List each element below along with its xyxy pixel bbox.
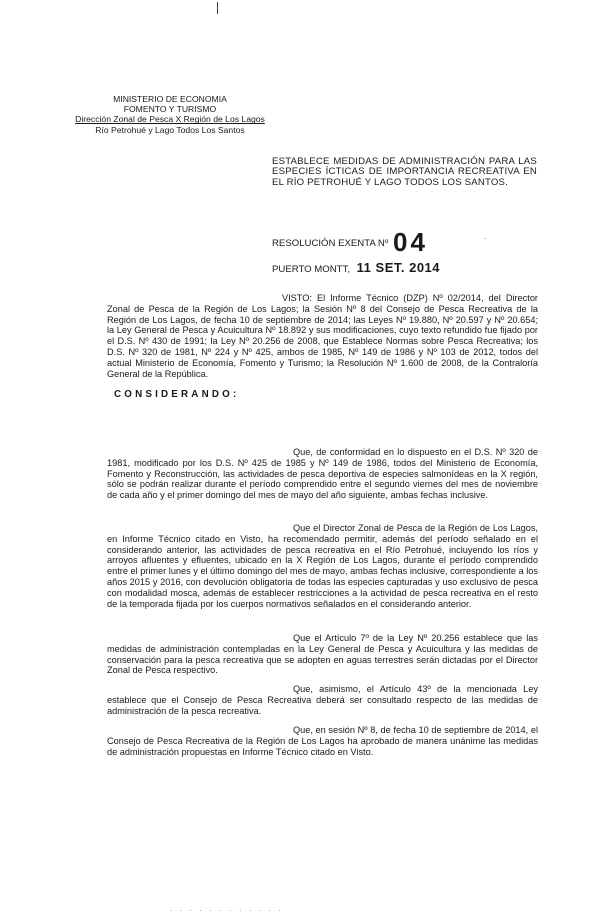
location-line: Río Petrohué y Lago Todos Los Santos xyxy=(95,124,245,135)
date-stamp: 11 SET. 2014 xyxy=(356,260,441,275)
paragraph: Que, en sesión Nº 8, de fecha 10 de septiembre de 2014, el Consejo de Pesca Recreativa de la Región de Los Lagos ha aprobado de manera unánime las medidas de administración propuestas en Informe Técnico citado en Visto. xyxy=(107,725,538,757)
resolution-number: 04 xyxy=(393,227,428,257)
resolution-label: RESOLUCIÓN EXENTA Nº xyxy=(272,238,389,249)
directorate-line: Dirección Zonal de Pesca X Región de Los Lagos xyxy=(75,114,265,125)
considerando-4 xyxy=(107,684,538,716)
letterhead xyxy=(60,94,280,135)
paragraph: Que el Director Zonal de Pesca de la Región de Los Lagos, en Informe Técnico citado en Visto, ha recomendado permitir, además del período señalado en el considerando anterior, las actividades de pesca recreativa en el Río Petrohué, incluyendo los ríos y arroyos afluentes y efluentes, ubicado en la X Región de Los Lagos, durante el período comprendido entre el primer lunes y el último domingo del mes de mayo, ambas fechas inclusive, correspondiente a los años 2015 y 2016, con devolución obligatoria de todas las especies capturadas y uso exclusivo de pesca con modalidad mosca, además de establecer restricciones a la actividad de pesca recreativa en el resto de la temporada fijada por los cuerpos normativos señalados en el considerando anterior. xyxy=(107,523,539,609)
resolution-subject: ESTABLECE MEDIDAS DE ADMINISTRACIÓN PARA LAS ESPECIES ÍCTICAS DE IMPORTANCIA RECREATIVA EN EL RÍO PETROHUÉ Y LAGO TODOS LOS SANTOS. xyxy=(272,156,537,188)
considerando-3 xyxy=(107,633,538,676)
resolution-number-line xyxy=(272,222,428,257)
scan-speck: . xyxy=(484,232,487,241)
ministry-subline: FOMENTO Y TURISMO xyxy=(123,104,217,115)
considerando-2 xyxy=(107,523,538,609)
considerando-1 xyxy=(107,447,538,501)
scan-mark xyxy=(217,2,218,14)
paragraph: Que el Artículo 7º de la Ley Nº 20.256 establece que las medidas de administración contempladas en la Ley General de Pesca y Acuicultura y las medidas de conservación para la pesca recreativa que se adopten en aguas terrestres serán dictadas por el Director Zonal de Pesca respectivo. xyxy=(107,633,538,676)
ministry-line: MINISTERIO DE ECONOMIA xyxy=(113,94,227,104)
scan-artifact: . . . . . . . . . . . . xyxy=(170,906,284,913)
paragraph: Que, asimismo, el Artículo 43º de la mencionada Ley establece que el Consejo de Pesca Recreativa deberá ser consultado respecto de las medidas de administración de la pesca recreativa. xyxy=(107,684,538,716)
considerando-heading: CONSIDERANDO: xyxy=(114,389,240,400)
paragraph: Que, de conformidad en lo dispuesto en el D.S. Nº 320 de 1981, modificado por los D.S. Nº 425 de 1985 y Nº 149 de 1986, todos del Ministerio de Economía, Fomento y Reconstrucción, las actividades de pesca deportiva de especies salmonídeas en la X región, sólo se podrán realizar durante el período comprendido entre el segundo viernes del mes de noviembre de cada año y el primer domingo del mes de mayo del año siguiente, ambas fechas inclusive. xyxy=(107,447,538,501)
place-date-line xyxy=(272,260,440,275)
visto-paragraph: VISTO: El Informe Técnico (DZP) Nº 02/2014, del Director Zonal de Pesca de la Región de Los Lagos; la Sesión Nº 8 del Consejo de Pesca Recreativa de la Región de Los Lagos, de fecha 10 de septiembre de 2014; las Leyes Nº 19.880, Nº 20.597 y Nº 20.654; la Ley General de Pesca y Acuicultura Nº 18.892 y sus modificaciones, cuyo texto refundido fue fijado por el D.S. Nº 430 de 1991; la Ley Nº 20.256 de 2008, que Establece Normas sobre Pesca Recreativa; los D.S. Nº 320 de 1981, Nº 224 y Nº 425, ambos de 1985, Nº 149 de 1986 y Nº 103 de 2012, todos del actual Ministerio de Economía, Fomento y Turismo; la Resolución Nº 1.600 de 2008, de la Contraloría General de la República. xyxy=(107,293,538,379)
visto-section xyxy=(107,293,538,379)
considerando-5 xyxy=(107,725,538,757)
place: PUERTO MONTT, xyxy=(272,264,350,275)
